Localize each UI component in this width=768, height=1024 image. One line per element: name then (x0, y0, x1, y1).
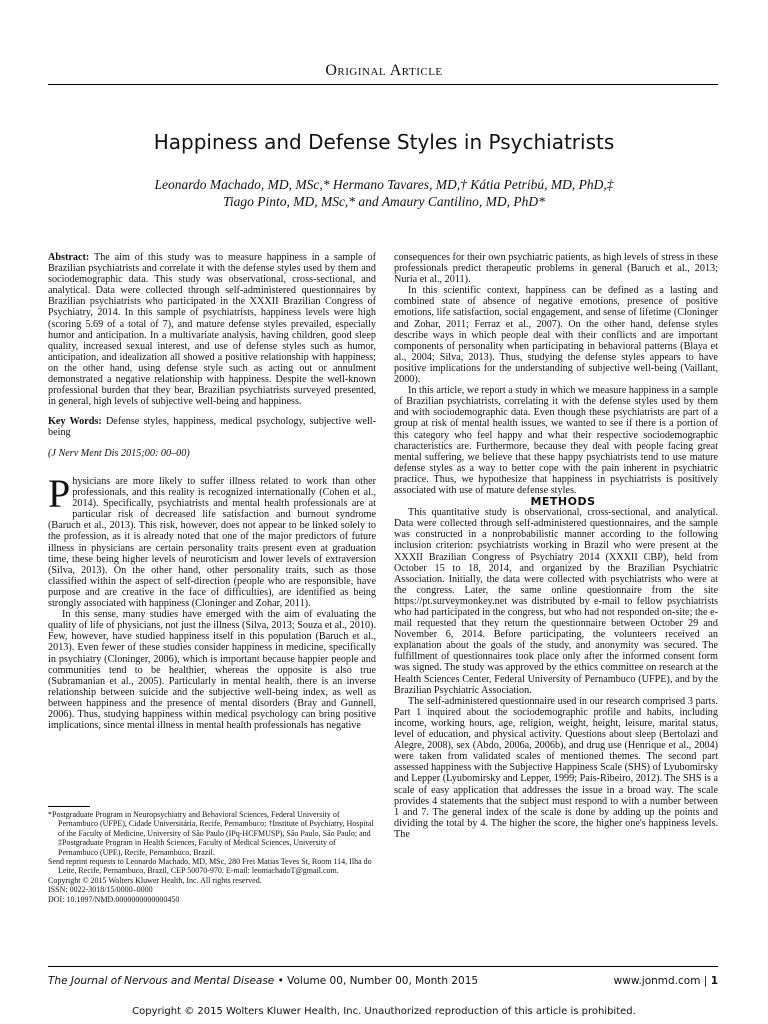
footer-separator: | (703, 975, 711, 987)
footer-rule (48, 966, 718, 967)
methods-paragraph-2: The self-administered questionnaire used in our research comprised 3 parts. Part 1 inquired about the sociodemographic profile and habits, including income, working hours, age, religion, weight, height, leisure, marital status, level of education, and physical activity. Questions about sleep (Bertolazi and Alegre, 2008), sex (Abdo, 2006a, 2006b), and drug use (Henrique et al., 2004) were taken from validated scales of mentioned themes. The second part assessed happiness with the Subjective Happiness Scale (SHS) of Lyubomirsky and Lepper (Lyubomirsky and Lepper, 1999; Pais-Ribeiro, 2012). The SHS is a scale of easy application that addresses the issue in a broad way. The scale provides 4 statements that the subject must respond to with a number between 1 and 7. The general index of the scale is done by adding up the points and dividing the total by 4. The higher the score, the higher one's happiness levels. The (394, 695, 718, 840)
intro-left (48, 471, 376, 732)
methods-heading: METHODS (530, 495, 596, 509)
footnote-rule (48, 806, 90, 807)
citation: (J Nerv Ment Dis 2015;00: 00–00) (48, 447, 190, 459)
issn-line: ISSN: 0022-3018/15/0000–0000 (48, 885, 153, 895)
copyright-notice: Copyright © 2015 Wolters Kluwer Health, Inc. Unauthorized reproduction of this article is prohibited. (132, 1006, 636, 1017)
dropcap: P (48, 471, 71, 516)
footer-bullet: • (277, 975, 288, 987)
footnotes (48, 810, 376, 904)
page-footer (48, 975, 718, 987)
intro-paragraph-2: In this sense, many studies have emerged with the aim of evaluating the quality of life of physicians, not just the illness (Silva, 2013; Souza et al., 2010). Few, however, have studied happiness itself in this population (Baruch et al., 2013). Even fewer of these studies consider happiness in medicine, specifically in psychiatry (Cloninger, 2006), which is important because happier people and communities tend to be healthier, whereas the opposite is also true (Subramanian et al., 2005). Particularly in mental health, there is an inverse relationship between suicide and the subjective well-being index, as well as between happiness and the presence of mental disorders (Bray and Gunnell, 2006). Thus, studying happiness within medical psychology can bring positive implications, since mental illness in mental health professionals has negative (48, 609, 376, 732)
copyright-line: Copyright © 2015 Wolters Kluwer Health, Inc. All rights reserved. (48, 875, 262, 885)
abstract (48, 252, 376, 407)
article-title: Happiness and Defense Styles in Psychiatrists (153, 130, 615, 154)
authors-line-1: Leonardo Machado, MD, MSc,* Hermano Tavares, MD,† Kátia Petribú, MD, PhD,‡ (154, 177, 614, 192)
page-number: 1 (710, 975, 718, 987)
issue-info: Volume 00, Number 00, Month 2015 (287, 975, 479, 987)
author-list (0, 176, 768, 210)
authors-line-2: Tiago Pinto, MD, MSc,* and Amaury Cantilino, MD, PhD* (223, 194, 545, 209)
journal-url[interactable]: www.jonmd.com (613, 975, 701, 987)
intro-text-1: hysicians are more likely to suffer illness related to work than other professionals, and this reality is recognized internationally (Cohen et al., 2014). Specifically, psychiatrists and mental health professionals are at particular risk of decreased life satisfaction and burnout syndrome (Baruch et al., 2013). This risk, however, does not appear to be linked solely to the profession, as it is already noted that one of the major predictors of future illness in physicians are certain personality traits present even at graduation time, these being higher levels of neuroticism and lower levels of extraversion (Silva, 2013). On the other hand, other personality traits, such as those classified within the aspect of self-direction (people who are responsible, have purpose and are creative in the face of difficulties), are identified as being strongly associated with happiness (Cloninger and Zohar, 2011). (48, 476, 376, 610)
footer-right (614, 975, 718, 987)
right-paragraph-3: In this article, we report a study in which we measure happiness in a sample of Brazilian psychiatrists, correlating it with the defense styles used by them and with sociodemographic data. Even though these psychiatrists are part of a group at risk of mental health issues, we wanted to see if there is a portion of this category who feel happy and what their respective sociodemographic characteristics are. Furthermore, because they deal with people facing great mental suffering, we believe that these happy psychiatrists tend to use mature defense styles as a way to better cope with the pain inherent in psychiatric practice. Thus, we hypothesize that happiness in psychiatrists is positively associated with use of mature defense styles. (394, 385, 718, 496)
abstract-label: Abstract: (48, 252, 90, 263)
left-column (48, 252, 376, 459)
abstract-text: The aim of this study was to measure happiness in a sample of Brazilian psychiatrists and correlate it with the defense styles used by them and sociodemographic data. This study was observational, cross-sectional, and analytical. Data were collected through self-administered questionnaires by Brazilian psychiatrists who participated in the XXXII Brazilian Congress of Psychiatry, 2014. In this sample of psychiatrists, happiness levels were high (scoring 5.69 of a total of 7), and mature defense styles prevailed, especially humor and anticipation. In a multivariate analysis, having children, good sleep quality, increased sexual interest, and use of defense styles such as humor, anticipation, and idealization all showed a positive relationship with happiness; on the other hand, using defense style such as acting out or annulment demonstrated a negative relationship with happiness. Despite the well-known professional burden that they bear, Brazilian psychiatrists surveyed presented, in general, high levels of subjective well-being and happiness. (48, 252, 376, 408)
right-column (394, 252, 718, 840)
methods-paragraph-1: This quantitative study is observational, cross-sectional, and analytical. Data were collected through self-administered questionnaires, and the sample was constructed in a nonprobabilistic manner according to the following inclusion criterion: psychiatrists working in Brazil who were present at the XXXII Brazilian Congress of Psychiatry 2014 (XXXII CBP), held from October 15 to 18, 2014, and organized by the Brazilian Psychiatric Association. Initially, the data were collected with psychiatrists who were at the congress. Later, the same online questionnaire from the site https://pt.surveymonkey.net was distributed by e-mail to fellow psychiatrists who had participated in the congress, but who had not responded on-site; the e-mail requested that they return the questionnaire between October 29 and November 6, 2014. Before participating, the volunteers received an explanation about the goals of the study, and anonymity was secured. The fulfillment of questionnaires took place only after the informed consent form was signed. The study was approved by the ethics committee on research at the Health Sciences Center, Federal University of Pernambuco (UFPE), and by the Brazilian Psychiatric Association. (394, 507, 718, 696)
keywords-text: Defense styles, happiness, medical psychology, subjective well-being (48, 416, 377, 439)
right-paragraph-2: In this scientific context, happiness can be defined as a lasting and combined state of absence of negative emotions, presence of positive emotions, life satisfaction, social engagement, and sense of lifetime (Cloninger and Zohar, 2011; Ferraz et al., 2007). On the other hand, defense styles describe ways in which people deal with their conflicts and are important components of personality when participating in behavioral patterns (Blaya et al., 2004; Silva, 2013). Thus, studying the defense styles appears to have positive implications for the understanding of subjective well-being (Vaillant, 2000). (394, 285, 718, 386)
intro-paragraph-1 (48, 471, 376, 610)
reprint-requests: Send reprint requests to Leonardo Machado, MD, MSc, 280 Frei Matias Teves St, Room 114, Ilha do Leite, Recife, Pernambuco, Brazil, CEP 50070-970. E-mail: leomachadoT@gmail.com. (48, 857, 372, 876)
section-label: Original Article (325, 62, 443, 79)
keywords (48, 416, 376, 438)
right-paragraph-1: consequences for their own psychiatric patients, as high levels of stress in these professionals predict therapeutic problems in general (Baruch et al., 2013; Nuria et al., 2011). (394, 252, 718, 286)
keywords-label: Key Words: (48, 416, 102, 428)
header-rule (48, 84, 718, 85)
journal-name: The Journal of Nervous and Mental Disease (48, 975, 275, 987)
doi-line: DOI: 10.1097/NMD.0000000000000450 (48, 894, 180, 904)
affiliations: *Postgraduate Program in Neuropsychiatry and Behavioral Sciences, Federal University of Pernambuco (UFPE), Cidade Universitária, Recife, Pernambuco; †Institute of Psychiatry, Hospital of the Faculty of Medicine, University of São Paulo (IPq-HCFMUSP), São Paulo, São Paulo; and ‡Postgraduate Program in Health Sciences, Faculty of Medical Sciences, University of Pernambuco (UPE), Recife, Pernambuco, Brazil. (48, 810, 374, 857)
